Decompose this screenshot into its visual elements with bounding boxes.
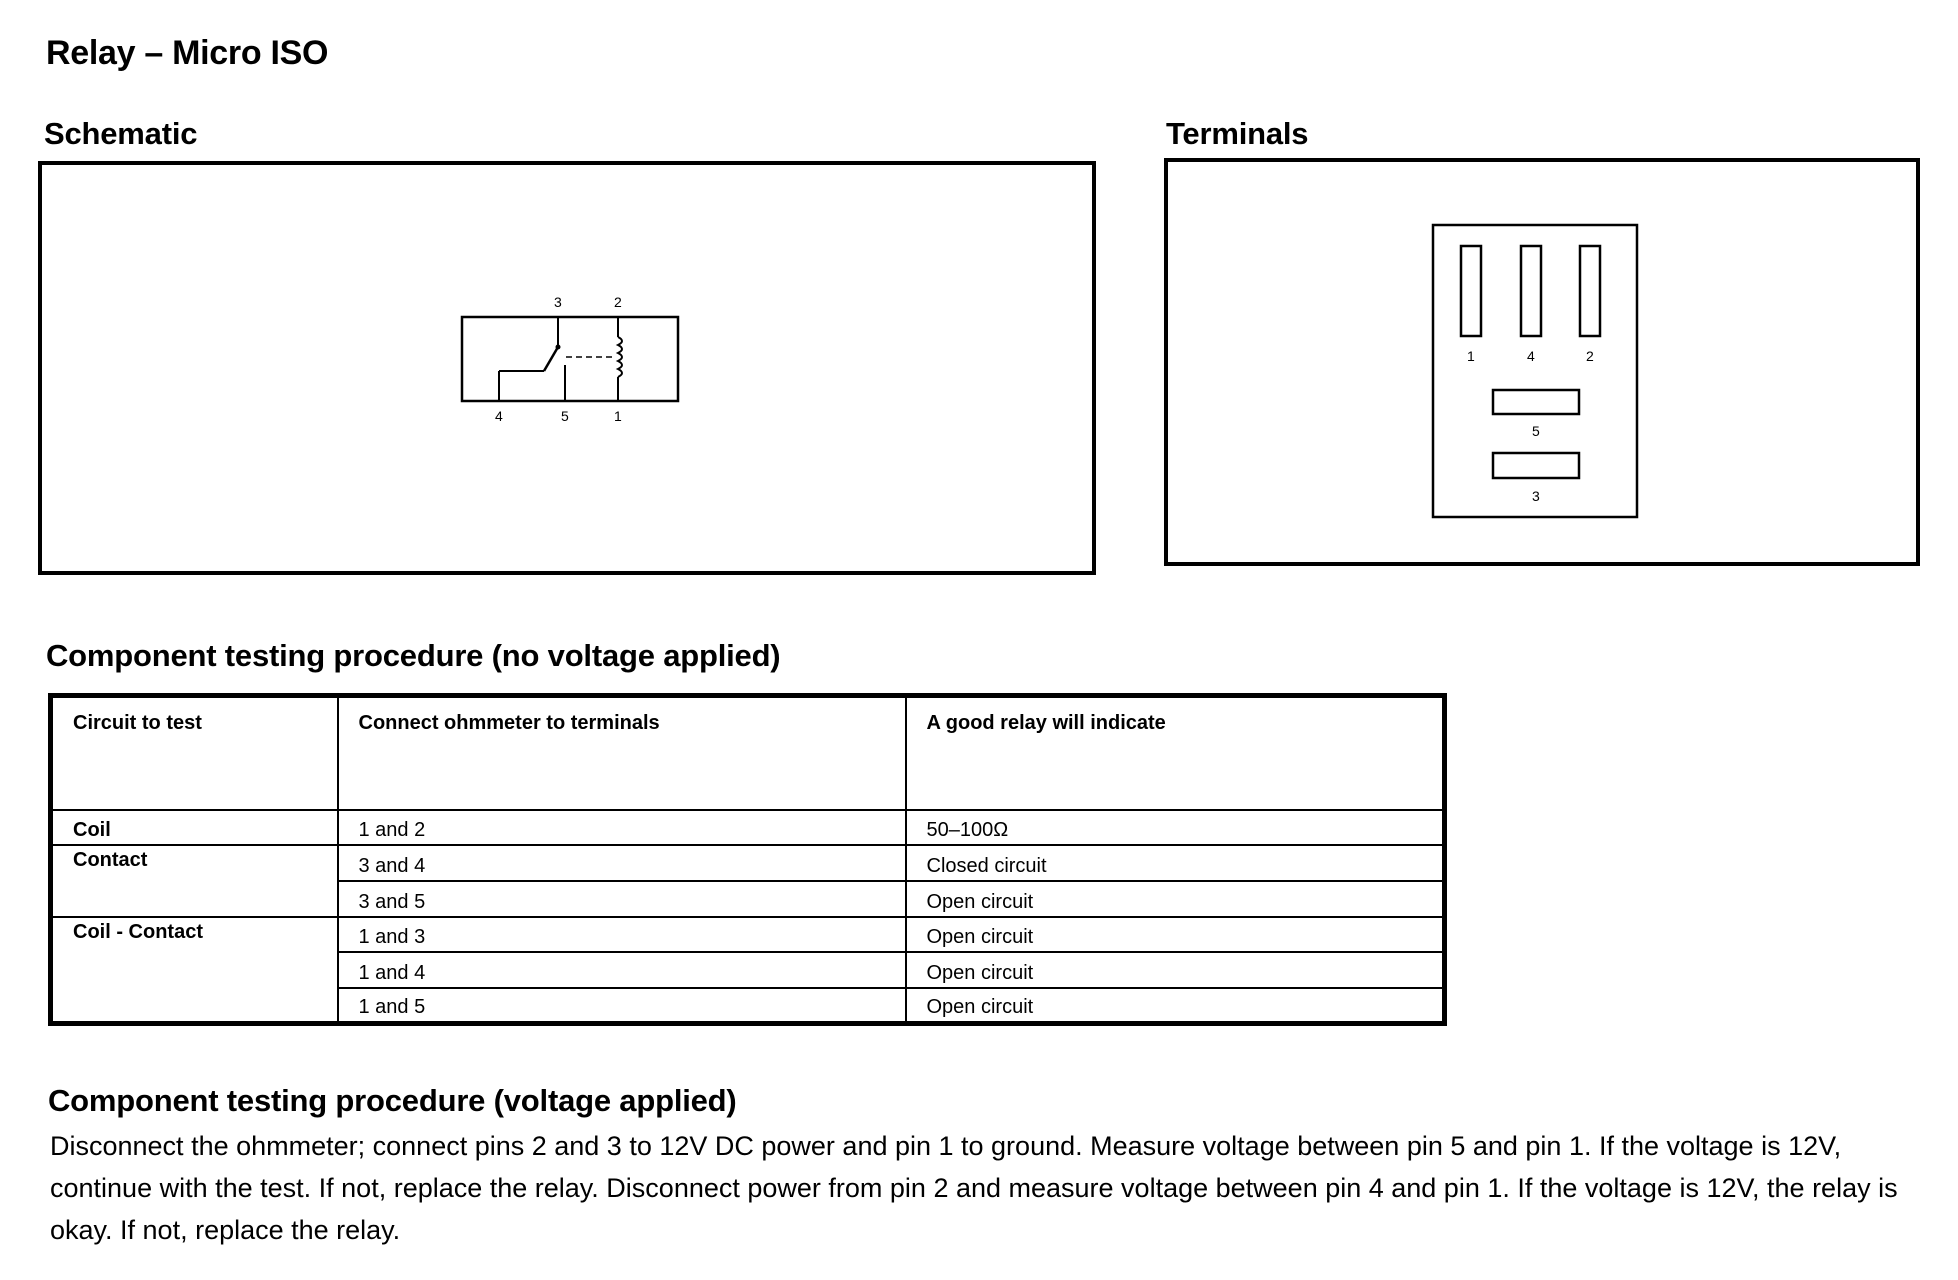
no-voltage-heading: Component testing procedure (no voltage applied) xyxy=(46,638,781,673)
table-row xyxy=(51,845,1445,881)
result-cell: Open circuit xyxy=(906,881,1445,917)
coil xyxy=(618,337,622,377)
terminal-label-2: 2 xyxy=(1586,348,1594,364)
column-header-circuit: Circuit to test xyxy=(51,696,338,810)
terminal-5 xyxy=(1493,390,1579,414)
relay-schematic-diagram xyxy=(440,285,700,435)
column-header-terminals: Connect ohmmeter to terminals xyxy=(338,696,906,810)
table-row xyxy=(51,810,1445,846)
terminal-4 xyxy=(1521,246,1541,336)
terminal-label-5: 5 xyxy=(1532,423,1540,439)
terminals-heading: Terminals xyxy=(1166,116,1309,151)
pin-label-3: 3 xyxy=(554,294,562,310)
terminals-cell: 3 and 5 xyxy=(338,881,906,917)
ohmmeter-test-table xyxy=(48,693,1447,1026)
voltage-procedure-text: Disconnect the ohmmeter; connect pins 2 and 3 to 12V DC power and pin 1 to ground. Measure voltage between pin 5 and pin 1. If the voltage is 12V, continue with the test. If not, replace the relay. Disconnect power from pin 2 and measure voltage between pin 4 and pin 1. If the voltage is 12V, the relay is okay. If not, replace the relay. xyxy=(50,1131,1898,1245)
relay-housing xyxy=(462,317,678,401)
terminal-label-1: 1 xyxy=(1467,348,1475,364)
terminals-cell: 1 and 5 xyxy=(338,988,906,1024)
terminal-2 xyxy=(1580,246,1600,336)
result-cell: Open circuit xyxy=(906,952,1445,988)
terminal-label-3: 3 xyxy=(1532,488,1540,504)
page-title: Relay – Micro ISO xyxy=(46,34,329,72)
circuit-cell: Contact xyxy=(51,845,338,916)
circuit-cell: Coil xyxy=(51,810,338,846)
pin-label-5: 5 xyxy=(561,408,569,424)
terminal-3 xyxy=(1493,453,1579,478)
schematic-heading: Schematic xyxy=(44,116,198,151)
terminals-cell: 1 and 4 xyxy=(338,952,906,988)
terminal-1 xyxy=(1461,246,1481,336)
pin-label-4: 4 xyxy=(495,408,503,424)
result-cell: Open circuit xyxy=(906,988,1445,1024)
terminal-label-4: 4 xyxy=(1527,348,1535,364)
result-cell: 50–100Ω xyxy=(906,810,1445,846)
terminals-cell: 1 and 2 xyxy=(338,810,906,846)
table-header-row xyxy=(51,696,1445,810)
column-header-result: A good relay will indicate xyxy=(906,696,1445,810)
relay-terminals-diagram xyxy=(1430,222,1640,520)
table-row xyxy=(51,917,1445,953)
voltage-heading: Component testing procedure (voltage applied) xyxy=(48,1083,737,1118)
terminals-cell: 3 and 4 xyxy=(338,845,906,881)
terminal-base xyxy=(1433,225,1637,517)
pin-label-2: 2 xyxy=(614,294,622,310)
circuit-cell: Coil - Contact xyxy=(51,917,338,1024)
result-cell: Closed circuit xyxy=(906,845,1445,881)
terminals-cell: 1 and 3 xyxy=(338,917,906,953)
pin-label-1: 1 xyxy=(614,408,622,424)
switch-arm xyxy=(544,347,558,371)
result-cell: Open circuit xyxy=(906,917,1445,953)
